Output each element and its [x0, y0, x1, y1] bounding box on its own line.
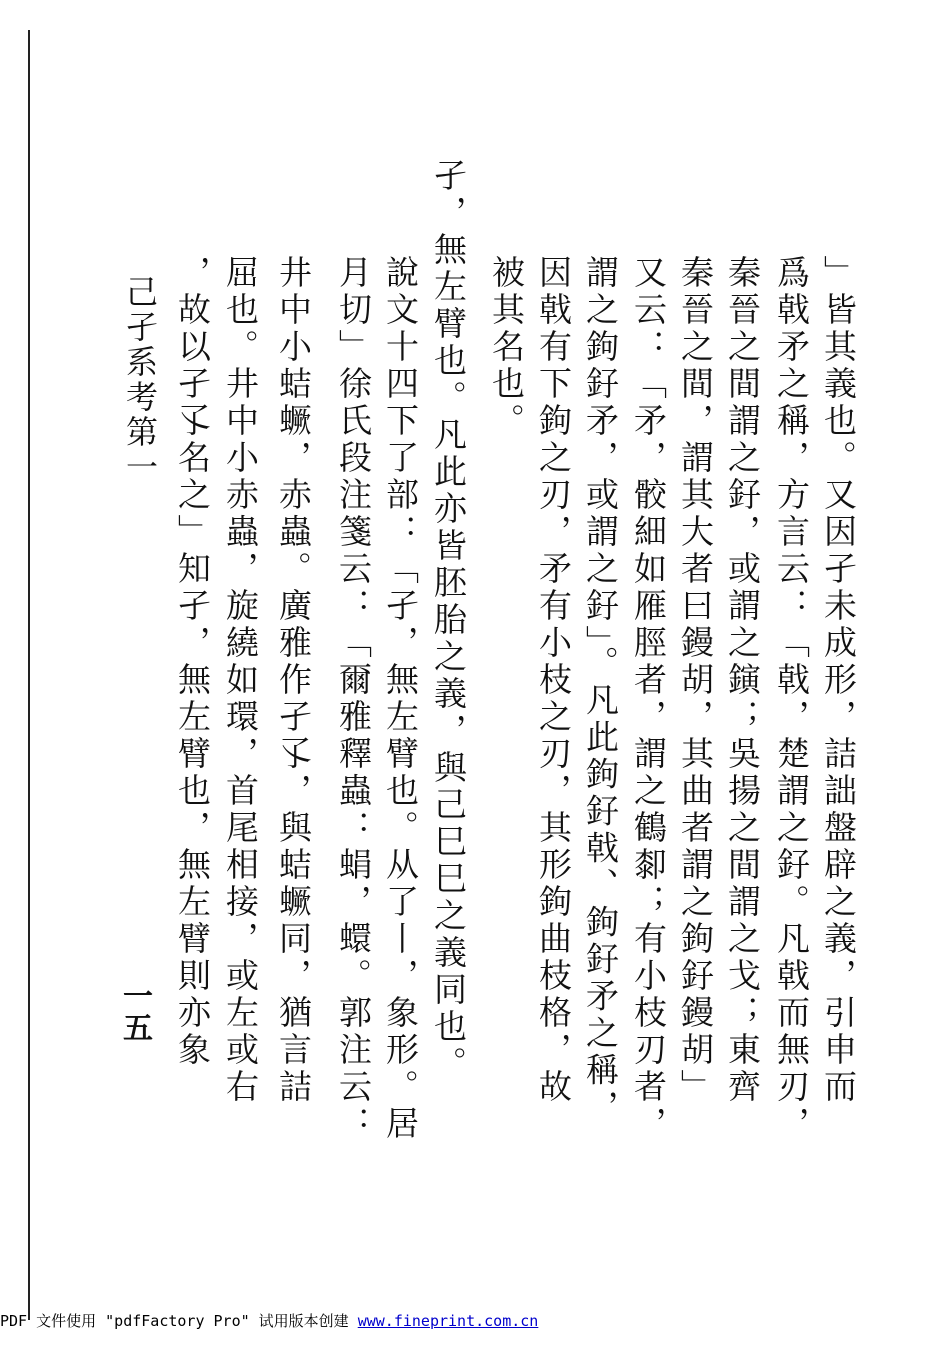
- page-number: 一五: [117, 980, 152, 1044]
- text-column-14: ，故以孑孓名之」知孑，無左臂也，無左臂則亦象: [173, 255, 212, 1069]
- text-column-8: 被其名也。: [487, 255, 526, 440]
- text-column-2: 爲戟矛之稱，方言云：「戟，楚謂之釨。凡戟而無刃，: [772, 255, 811, 1143]
- text-column-12: 井中小蛣蟩，赤蟲。廣雅作孑孓，與蛣蟩同，猶言詰: [274, 255, 313, 1106]
- text-column-5: 又云：「矛，骹細如雁脛者，謂之鶴厀；有小枝刃者，: [629, 255, 668, 1143]
- text-column-11: 月切」徐氏段注箋云：「爾雅釋蟲：蜎，蠉。郭注云：: [334, 255, 373, 1143]
- running-header: 己孑系考第一: [121, 275, 159, 485]
- pdf-footer: [0, 1310, 538, 1332]
- footer-link[interactable]: www.fineprint.com.cn: [357, 1312, 539, 1330]
- text-column-7: 因戟有下鉤之刃，矛有小枝之刃，其形鉤曲枝格，故: [534, 255, 573, 1106]
- text-column-10: 說文十四下了部：「孑，無左臂也。从了丨，象形。居: [381, 255, 420, 1143]
- text-column-13: 屈也。井中小赤蟲，旋繞如環，首尾相接，或左或右: [221, 255, 260, 1106]
- text-column-9: 孑，無左臂也。凡此亦皆胚胎之義，與己巳巳之義同也。: [429, 158, 468, 1083]
- text-column-4: 秦晉之間，謂其大者曰鏝胡，其曲者謂之鉤釨鏝胡」: [676, 255, 715, 1106]
- footer-text: PDF 文件使用 "pdfFactory Pro" 试用版本创建: [0, 1312, 349, 1330]
- left-margin-rule: [28, 30, 30, 1320]
- text-column-3: 秦晉之間謂之釨，或謂之鏔；吳揚之間謂之戈；東齊: [723, 255, 762, 1106]
- text-column-6: 謂之鉤釨矛，或謂之釨」。凡此鉤釨戟、鉤釨矛之稱，: [581, 255, 620, 1127]
- text-column-1: 」皆其義也。又因孑未成形，詰詘盤辟之義，引申而: [819, 255, 858, 1106]
